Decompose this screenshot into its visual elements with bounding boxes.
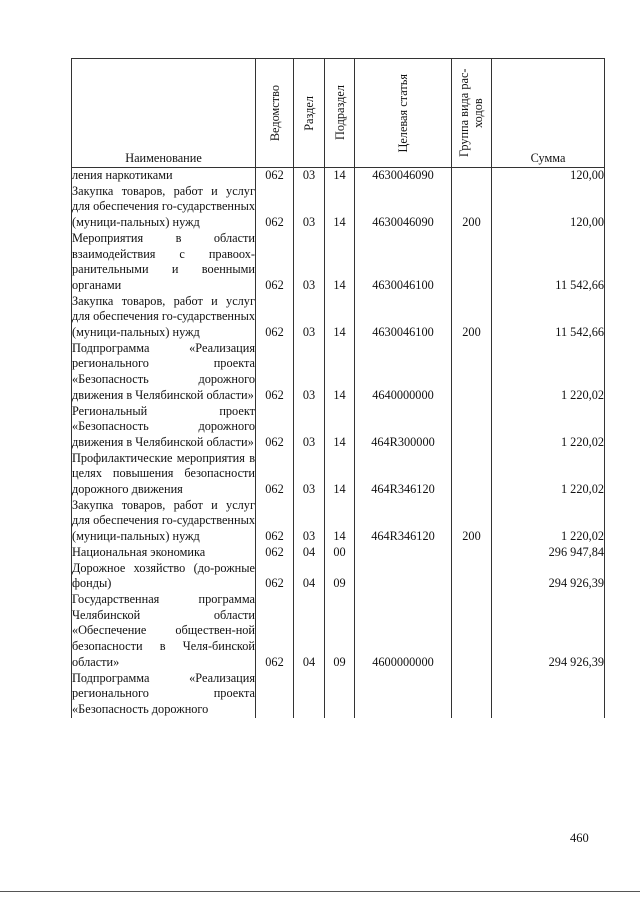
row-sum-cell: 11 542,66 [492,231,605,294]
row-name-cell: Подпрограмма «Реализация регионального проекта «Безопасность дорожного движения в Челябинской области» [72,340,255,402]
row-name-cell: Закупка товаров, работ и услуг для обеспечения го-сударственных (муници-пальных) нужд [72,293,255,340]
row-group-cell [452,404,492,451]
row-target-cell: 4640000000 [355,341,452,404]
row-sum-cell: 120,00 [492,184,605,231]
row-sum-cell: 294 926,39 [492,561,605,592]
row-group-cell: 200 [452,184,492,231]
row-subsection-cell [325,671,355,718]
row-dept-cell: 062 [256,561,294,592]
header-group [452,59,492,168]
page-bottom-rule [0,891,640,892]
row-dept-cell: 062 [256,168,294,184]
row-name-cell: ления наркотиками [72,168,256,184]
row-section-cell: 03 [294,184,325,231]
header-target [355,59,452,168]
header-dept [256,59,294,168]
row-section-cell: 03 [294,404,325,451]
row-group-cell [452,231,492,294]
row-name-cell: Закупка товаров, работ и услуг для обеспечения го-сударственных (муници-пальных) нужд [72,183,255,230]
table-row [72,498,605,545]
header-name: Наименование [72,59,256,168]
row-section-cell: 03 [294,341,325,404]
row-dept-cell: 062 [256,404,294,451]
row-target-cell: 4630046090 [355,184,452,231]
row-group-cell: 200 [452,498,492,545]
table-row [72,294,605,341]
row-target-cell: 4630046100 [355,294,452,341]
table-row [72,184,605,231]
row-dept-cell: 062 [256,545,294,561]
row-target-cell [355,561,452,592]
header-subsection-text: Подраздел [332,85,347,141]
row-target-cell: 464R346120 [355,498,452,545]
table-row [72,451,605,498]
table-row [72,671,605,718]
row-target-cell: 4630046100 [355,231,452,294]
table-row [72,404,605,451]
row-name-cell: Закупка товаров, работ и услуг для обеспечения го-сударственных (муници-пальных) нужд [72,497,255,544]
row-group-cell [452,545,492,561]
row-group-cell: 200 [452,294,492,341]
row-section-cell [294,671,325,718]
table-row [72,592,605,671]
row-dept-cell: 062 [256,294,294,341]
row-group-cell [452,671,492,718]
row-name-cell: Мероприятия в области взаимодействия с правоох-ранительными и военными органами [72,230,255,292]
row-target-cell: 464R300000 [355,404,452,451]
row-sum-cell [492,671,605,718]
row-group-cell [452,451,492,498]
row-sum-cell: 296 947,84 [492,545,605,561]
row-dept-cell: 062 [256,498,294,545]
row-section-cell: 04 [294,561,325,592]
table-row [72,231,605,294]
row-subsection-cell: 14 [325,231,355,294]
row-sum-cell: 1 220,02 [492,341,605,404]
table-row [72,341,605,404]
table-header-row [72,59,605,168]
row-name-cell: Национальная экономика [72,545,256,561]
table-row [72,545,605,561]
row-group-cell [452,592,492,671]
row-target-cell: 4600000000 [355,592,452,671]
row-target-cell [355,545,452,561]
row-sum-cell: 1 220,02 [492,404,605,451]
row-sum-cell: 294 926,39 [492,592,605,671]
row-section-cell: 03 [294,498,325,545]
row-sum-cell: 1 220,02 [492,498,605,545]
row-sum-cell: 120,00 [492,168,605,184]
row-target-cell [355,671,452,718]
row-name-cell: Профилактические мероприятия в целях повышения безопасности дорожного движения [72,450,255,497]
row-subsection-cell: 14 [325,168,355,184]
header-sum: Сумма [492,59,605,168]
row-section-cell: 03 [294,231,325,294]
row-name-cell: Региональный проект «Безопасность дорожного движения в Челябинской области» [72,403,255,449]
row-section-cell: 04 [294,545,325,561]
row-dept-cell: 062 [256,184,294,231]
table-row [72,168,605,184]
row-subsection-cell: 00 [325,545,355,561]
row-subsection-cell: 14 [325,184,355,231]
row-sum-cell: 1 220,02 [492,451,605,498]
header-subsection [325,59,355,168]
row-name-cell: Государственная программа Челябинской области «Обеспечение обществен-ной безопасности в Челя-бинской области» [72,591,255,669]
row-subsection-cell: 14 [325,498,355,545]
header-section-text: Раздел [302,95,316,131]
row-dept-cell: 062 [256,451,294,498]
row-group-cell [452,168,492,184]
row-group-cell [452,561,492,592]
row-name-cell: Подпрограмма «Реализация регионального проекта «Безопасность дорожного [72,670,255,716]
header-section [294,59,325,168]
row-subsection-cell: 14 [325,451,355,498]
row-section-cell: 03 [294,168,325,184]
row-dept-cell: 062 [256,592,294,671]
row-dept-cell: 062 [256,231,294,294]
row-subsection-cell: 09 [325,592,355,671]
row-subsection-cell: 14 [325,341,355,404]
row-sum-cell: 11 542,66 [492,294,605,341]
row-dept-cell: 062 [256,341,294,404]
header-target-text: Целевая статья [396,73,410,153]
header-dept-text: Ведомство [267,84,282,142]
row-group-cell [452,341,492,404]
row-subsection-cell: 14 [325,404,355,451]
row-name-cell: Дорожное хозяйство (до-рожные фонды) [72,560,255,591]
row-target-cell: 464R346120 [355,451,452,498]
row-dept-cell [256,671,294,718]
row-section-cell: 03 [294,451,325,498]
row-section-cell: 03 [294,294,325,341]
row-section-cell: 04 [294,592,325,671]
row-subsection-cell: 14 [325,294,355,341]
budget-table [71,58,605,718]
row-subsection-cell: 09 [325,561,355,592]
header-group-text: Группа вида рас-ходов [456,68,485,158]
table-row [72,561,605,592]
row-target-cell: 4630046090 [355,168,452,184]
page-number: 460 [570,831,589,845]
